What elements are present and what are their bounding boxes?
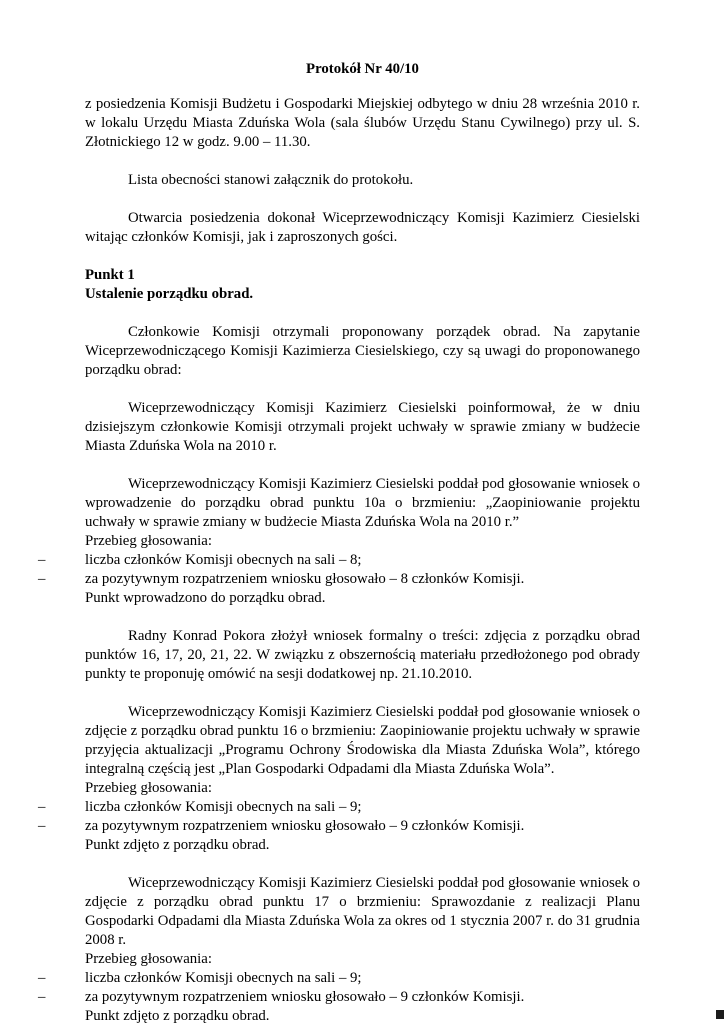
paragraph-motion-point-17: Wiceprzewodniczący Komisji Kazimierz Ciesielski poddał pod głosowanie wniosek o zdjęcie z porządku obrad punktu 17 o brzmieniu: Sprawozdanie z realizacji Planu Gospodarki Odpadami dla Miasta Zduńska Wola za okres od 1 stycznia 2007 r. do 31 grudnia 2008 r. [85,875,640,948]
paragraph-budget-info: Wiceprzewodniczący Komisji Kazimierz Ciesielski poinformował, że w dniu dzisiejszym członkowie Komisji otrzymali projekt uchwały w sprawie zmiany w budżecie Miasta Zduńska Wola na 2010 r. [85,400,640,454]
list-item-votes-3 [38,988,640,1007]
paragraph-agenda-proposal: Członkowie Komisji otrzymali proponowany porządek obrad. Na zapytanie Wiceprzewodniczącego Komisji Kazimierza Ciesielskiego, czy są uwagi do proponowanego porządku obrad: [85,324,640,378]
dash-marker: – [38,552,46,568]
list-item-present-1 [38,551,640,570]
dash-marker: – [38,571,46,587]
list-item-text: za pozytywnym rozpatrzeniem wniosku głosowało – 9 członków Komisji. [85,818,525,834]
line-point-removed-1: Punkt zdjęto z porządku obrad. [85,837,270,853]
line-voting-header-1: Przebieg głosowania: [85,533,212,549]
list-item-text: za pozytywnym rozpatrzeniem wniosku głosowało – 8 członków Komisji. [85,571,525,587]
line-voting-header-3: Przebieg głosowania: [85,951,212,967]
dash-marker: – [38,989,46,1005]
line-point-added: Punkt wprowadzono do porządku obrad. [85,590,326,606]
list-item-text: liczba członków Komisji obecnych na sali – 8; [85,552,362,568]
list-item-votes-2 [38,817,640,836]
paragraph-motion-pokora: Radny Konrad Pokora złożył wniosek formalny o treści: zdjęcia z porządku obrad punktów 16, 17, 20, 21, 22. W związku z obszernością materiału przedłożonego pod obrady punkty te proponuję omówić na sesji dodatkowej np. 21.10.2010. [85,628,640,682]
line-point-removed-2: Punkt zdjęto z porządku obrad. [85,1008,270,1024]
dash-marker: – [38,818,46,834]
paragraph-motion-point-16: Wiceprzewodniczący Komisji Kazimierz Ciesielski poddał pod głosowanie wniosek o zdjęcie z porządku obrad punktu 16 o brzmieniu: Zaopiniowanie projektu uchwały w sprawie przyjęcia aktualizacji „Programu Ochrony Środowiska dla Miasta Zduńska Wola”, którego integralną częścią jest „Plan Gospodarki Odpadami dla Miasta Zduńska Wola”. [85,704,640,777]
list-item-present-3 [38,969,640,988]
list-item-present-2 [38,798,640,817]
list-item-text: za pozytywnym rozpatrzeniem wniosku głosowało – 9 członków Komisji. [85,989,525,1005]
list-item-text: liczba członków Komisji obecnych na sali – 9; [85,799,362,815]
heading-punkt-1: Punkt 1 [85,267,135,283]
paragraph-attendance: Lista obecności stanowi załącznik do protokołu. [128,172,414,188]
dash-marker: – [38,970,46,986]
heading-agenda: Ustalenie porządku obrad. [85,286,254,302]
dash-marker: – [38,799,46,815]
line-voting-header-2: Przebieg głosowania: [85,780,212,796]
paragraph-opening: Otwarcia posiedzenia dokonał Wiceprzewodniczący Komisji Kazimierz Ciesielski witając członków Komisji, jak i zaproszonych gości. [85,210,640,245]
list-item-text: liczba członków Komisji obecnych na sali – 9; [85,970,362,986]
document-title: Protokół Nr 40/10 [306,61,419,77]
list-item-votes-1 [38,570,640,589]
paragraph-session-info: z posiedzenia Komisji Budżetu i Gospodarki Miejskiej odbytego w dniu 28 września 2010 r. w lokalu Urzędu Miasta Zduńska Wola (sala ślubów Urzędu Stanu Cywilnego) przy ul. S. Złotnickiego 12 w godz. 9.00 – 11.30. [85,96,640,150]
paragraph-motion-10a: Wiceprzewodniczący Komisji Kazimierz Ciesielski poddał pod głosowanie wniosek o wprowadzenie do porządku obrad punktu 10a o brzmieniu: „Zaopiniowanie projektu uchwały w sprawie zmiany w budżecie Miasta Zduńska Wola na 2010 r.” [85,476,640,530]
scan-artifact [716,1010,724,1019]
